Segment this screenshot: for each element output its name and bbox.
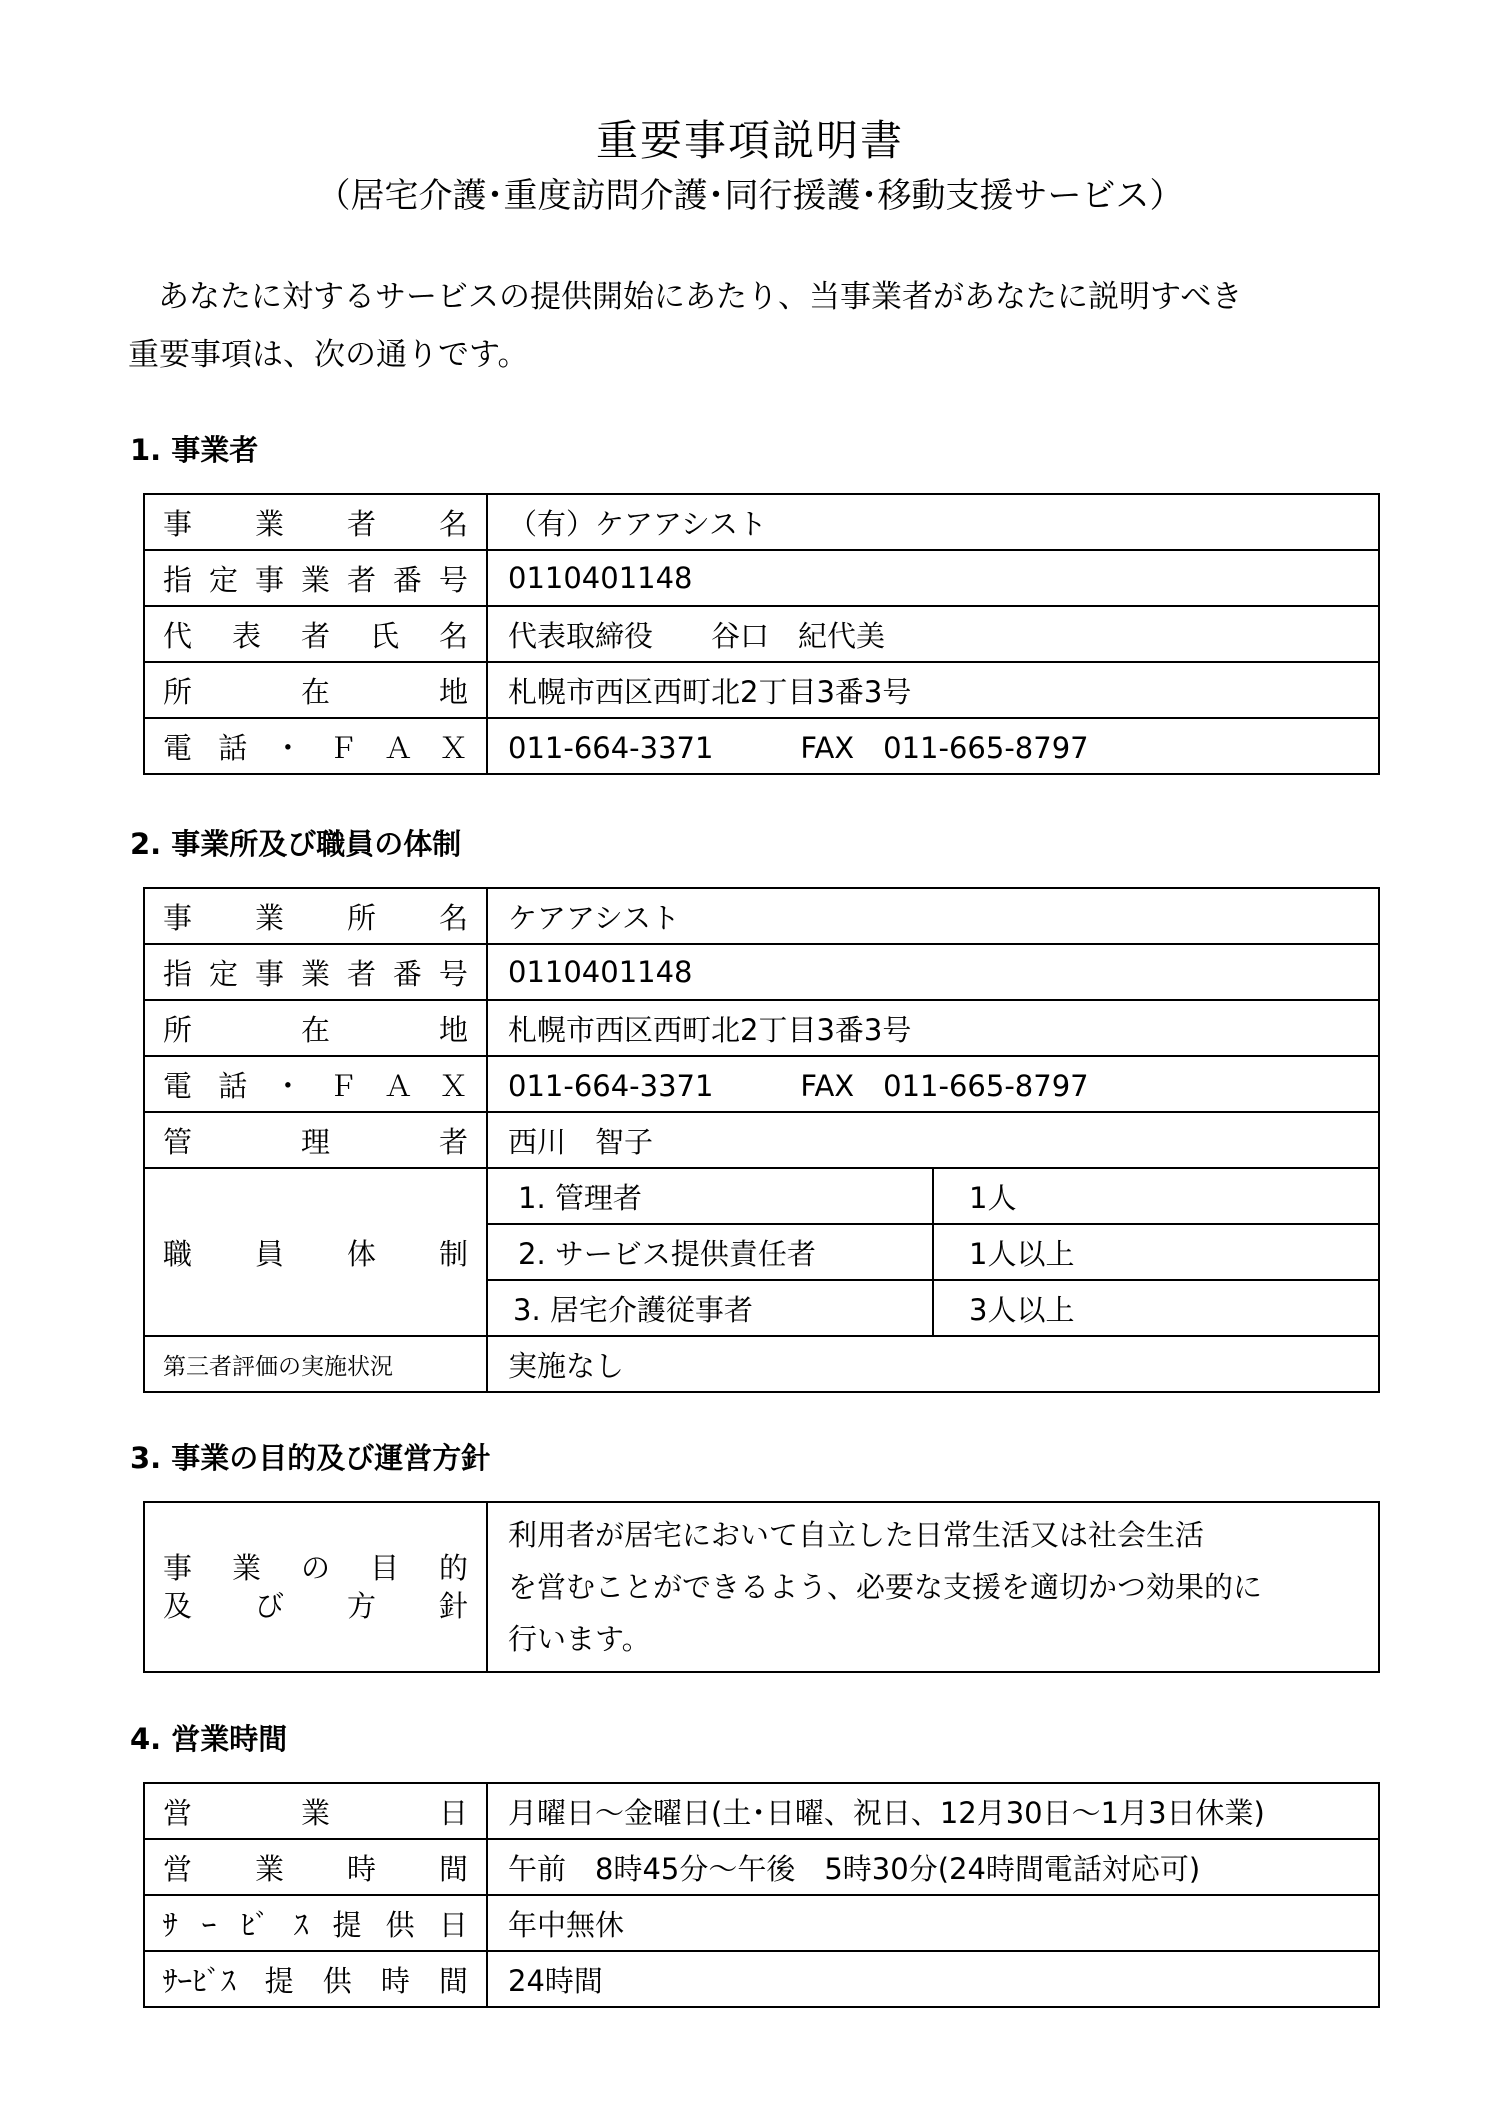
label-char: 番: [392, 562, 422, 597]
table-row: [144, 944, 1379, 1000]
label-char: 業: [254, 900, 284, 935]
label-chars: [163, 1791, 468, 1832]
label-chars: [163, 1847, 468, 1888]
intro-line-2: 重要事項は、次の通りです。: [128, 337, 529, 373]
evaluation-value: 実施なし: [487, 1336, 1379, 1392]
label-char: の: [300, 1551, 330, 1585]
label-char: Ｆ: [328, 730, 358, 765]
representative-value: 代表取締役 谷口 紀代美: [487, 606, 1379, 662]
label-chars: [163, 502, 468, 543]
section-3-heading: 3. 事業の目的及び運営方針: [130, 1441, 491, 1475]
label-char: 地: [438, 674, 468, 709]
label-char: 業: [300, 1795, 330, 1830]
label-char: 名: [438, 900, 468, 935]
service-days-value: 年中無休: [487, 1895, 1379, 1951]
purpose-line: 利用者が居宅において自立した日常生活又は社会生活: [508, 1518, 1205, 1552]
label-char: 事: [163, 900, 193, 935]
label-char: ・: [273, 730, 303, 765]
label-char: 理: [300, 1124, 330, 1159]
business-hours-value: 午前 8時45分～午後 5時30分(24時間電話対応可): [487, 1839, 1379, 1895]
label-char: 間: [438, 1851, 468, 1886]
label-char: 供: [385, 1907, 415, 1942]
staff-role: 3. 居宅介護従事者: [487, 1280, 933, 1336]
label-char: 営: [163, 1795, 193, 1830]
table-row: [144, 494, 1379, 550]
label-char: 時: [380, 1963, 410, 1998]
staff-label: [144, 1168, 487, 1336]
label-char: 所: [163, 1012, 193, 1047]
address-value: 札幌市西区西町北2丁目3番3号: [487, 662, 1379, 718]
label-char: 号: [438, 562, 468, 597]
table-row: [144, 718, 1379, 774]
label-char: 業: [231, 1551, 261, 1585]
row-label: [144, 1783, 487, 1839]
label-char: 事: [163, 506, 193, 541]
label-char: 名: [438, 618, 468, 653]
label-char: Ｘ: [438, 1068, 468, 1103]
row-label: [144, 1895, 487, 1951]
label-char: 氏: [369, 618, 399, 653]
label-chars: [163, 1008, 468, 1049]
designation-number-value: 0110401148: [487, 944, 1379, 1000]
purpose-value: [487, 1502, 1379, 1672]
section-4-table: [143, 1782, 1380, 2008]
label-char: ｰ: [201, 1907, 217, 1942]
label-char: 者: [438, 1124, 468, 1159]
label-char: 業: [254, 506, 284, 541]
table-row: [144, 1000, 1379, 1056]
row-label: [144, 662, 487, 718]
table-row: [144, 606, 1379, 662]
label-char: 目: [369, 1551, 399, 1585]
label-char: 事: [254, 562, 284, 597]
label-char: 職: [163, 1236, 193, 1271]
row-label: [144, 1951, 487, 2007]
row-label: [144, 1839, 487, 1895]
staff-count: 3人以上: [933, 1280, 1379, 1336]
section-3-table: [143, 1501, 1380, 1673]
document-title: 重要事項説明書: [595, 116, 904, 165]
label-char: 提: [332, 1907, 362, 1942]
label-char: 電: [163, 730, 193, 765]
label-char: Ａ: [383, 730, 413, 765]
label-char: 号: [438, 956, 468, 991]
office-name-value: ケアアシスト: [487, 888, 1379, 944]
label-chars: [163, 1120, 468, 1161]
label-char: 管: [163, 1124, 193, 1159]
row-label: [144, 1000, 487, 1056]
label-chars: [163, 670, 468, 711]
label-char: 者: [300, 618, 330, 653]
label-char: ｻ: [163, 1907, 178, 1942]
row-label: [144, 494, 487, 550]
purpose-line: を営むことができるよう、必要な支援を適切かつ効果的に: [508, 1570, 1263, 1604]
label-char: 間: [438, 1963, 468, 1998]
label-char: 制: [438, 1236, 468, 1271]
business-days-value: 月曜日～金曜日(土･日曜、祝日、12月30日～1月3日休業): [487, 1783, 1379, 1839]
label-char: 営: [163, 1851, 193, 1886]
label-char: 方: [346, 1589, 376, 1623]
table-row: [144, 1336, 1379, 1392]
table-row: [144, 1951, 1379, 2007]
label-char: 日: [438, 1795, 468, 1830]
label-char: ｻｰﾋﾞｽ: [163, 1963, 236, 1998]
label-char: 事: [254, 956, 284, 991]
section-2-table: [143, 887, 1380, 1393]
row-label: [144, 1056, 487, 1112]
label-chars: [163, 1549, 468, 1587]
document-subtitle: （居宅介護･重度訪問介護･同行援護･移動支援サービス）: [316, 176, 1184, 216]
label-char: 事: [163, 1551, 193, 1585]
row-label: [144, 718, 487, 774]
label-char: 提: [264, 1963, 294, 1998]
label-chars: [163, 896, 468, 937]
label-char: 供: [322, 1963, 352, 1998]
business-name-value: （有）ケアアシスト: [487, 494, 1379, 550]
table-row: [144, 1112, 1379, 1168]
label-char: 的: [438, 1551, 468, 1585]
table-row: [144, 1056, 1379, 1112]
label-char: 話: [218, 1068, 248, 1103]
label-char: 指: [163, 956, 193, 991]
section-1-table: [143, 493, 1380, 775]
label-char: 指: [163, 562, 193, 597]
label-char: ・: [273, 1068, 303, 1103]
label-char: 業: [254, 1851, 284, 1886]
label-chars: [163, 1064, 468, 1105]
label-char: 名: [438, 506, 468, 541]
label-char: 者: [346, 506, 376, 541]
section-4-heading: 4. 営業時間: [130, 1722, 288, 1756]
table-row: [144, 888, 1379, 944]
label-chars: [163, 558, 468, 599]
label-char: 員: [254, 1236, 284, 1271]
section-2-heading: 2. 事業所及び職員の体制: [130, 827, 462, 861]
table-row: [144, 1502, 1379, 1672]
label-char: 代: [163, 618, 193, 653]
label-char: 電: [163, 1068, 193, 1103]
label-char: 地: [438, 1012, 468, 1047]
label-char: Ｘ: [438, 730, 468, 765]
label-char: 在: [300, 1012, 330, 1047]
manager-value: 西川 智子: [487, 1112, 1379, 1168]
label-chars: [163, 614, 468, 655]
label-chars: [163, 952, 468, 993]
label-char: ﾋﾞ: [240, 1907, 270, 1942]
purpose-label: [144, 1502, 487, 1672]
row-label: [144, 888, 487, 944]
label-char: 話: [218, 730, 248, 765]
staff-count: 1人以上: [933, 1224, 1379, 1280]
table-row: [144, 662, 1379, 718]
section-1-heading: 1. 事業者: [130, 433, 259, 467]
purpose-line: 行います。: [508, 1622, 651, 1656]
label-char: 体: [346, 1236, 376, 1271]
table-row: [144, 1895, 1379, 1951]
row-label: [144, 944, 487, 1000]
label-char: 及: [163, 1589, 193, 1623]
label-char: 時: [346, 1851, 376, 1886]
label-char: ｽ: [293, 1907, 309, 1942]
label-chars: [163, 1903, 468, 1944]
label-char: 業: [300, 562, 330, 597]
label-char: 日: [438, 1907, 468, 1942]
label-char: 業: [300, 956, 330, 991]
label-char: 針: [438, 1589, 468, 1623]
evaluation-label: 第三者評価の実施状況: [144, 1336, 487, 1392]
label-char: び: [254, 1589, 284, 1623]
label-char: 者: [346, 956, 376, 991]
intro-paragraph: [128, 268, 1388, 384]
label-chars: [163, 1959, 468, 2000]
table-row: [144, 1168, 1379, 1224]
label-chars: [163, 726, 468, 767]
address-value: 札幌市西区西町北2丁目3番3号: [487, 1000, 1379, 1056]
phone-fax-value: 011-664-3371 FAX 011-665-8797: [487, 1056, 1379, 1112]
staff-count: 1人: [933, 1168, 1379, 1224]
staff-role: 2. サービス提供責任者: [487, 1224, 933, 1280]
table-row: [144, 550, 1379, 606]
service-hours-value: 24時間: [487, 1951, 1379, 2007]
label-char: 定: [208, 562, 238, 597]
label-char: 番: [392, 956, 422, 991]
label-char: 表: [231, 618, 261, 653]
designation-number-value: 0110401148: [487, 550, 1379, 606]
row-label: [144, 550, 487, 606]
label-char: Ｆ: [328, 1068, 358, 1103]
phone-fax-value: 011-664-3371 FAX 011-665-8797: [487, 718, 1379, 774]
label-char: 者: [346, 562, 376, 597]
staff-role: 1. 管理者: [487, 1168, 933, 1224]
label-char: 所: [163, 674, 193, 709]
label-char: 定: [208, 956, 238, 991]
table-row: [144, 1783, 1379, 1839]
label-chars: [163, 1587, 468, 1625]
label-char: Ａ: [383, 1068, 413, 1103]
intro-line-1: あなたに対するサービスの提供開始にあたり、当事業者があなたに説明すべき: [158, 279, 1243, 315]
row-label: [144, 606, 487, 662]
label-chars: [163, 1232, 468, 1273]
label-char: 在: [300, 674, 330, 709]
row-label: [144, 1112, 487, 1168]
table-row: [144, 1839, 1379, 1895]
label-char: 所: [346, 900, 376, 935]
